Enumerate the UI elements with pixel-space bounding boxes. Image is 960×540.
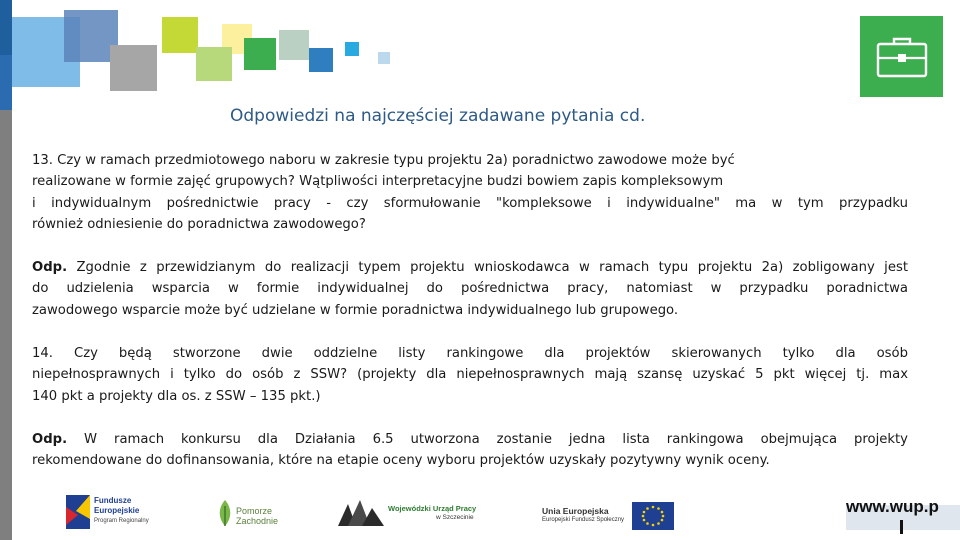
logo-text: Unia Europejska (542, 506, 609, 516)
logo-text: w Szczecinie (436, 514, 474, 521)
answer-13 (32, 257, 908, 321)
logo-text: Program Regionalny (94, 518, 149, 524)
logo-text: Europejskie (94, 506, 140, 515)
answer-13-line: Zgodnie z przewidzianym do realizacji typem projektu wnioskodawca w ramach typu projektu 2a) zobligowany jest (67, 260, 908, 275)
question-13-line: realizowane w formie zajęć grupowych? Wątpliwości interpretacyjne budzi bowiem zapis kompleksowym (32, 174, 724, 190)
wup-emblem-icon (338, 498, 384, 528)
wojewodzki-urzad-pracy-logo (338, 492, 488, 532)
briefcase-icon (876, 36, 928, 78)
fundusze-europejskie-logo (66, 492, 176, 532)
logo-text: Zachodnie (236, 516, 279, 526)
answer-label: Odp. (32, 260, 68, 275)
left-edge-stripe (0, 0, 12, 540)
website-link[interactable]: www.wup.p (846, 497, 939, 516)
question-13-line: i indywidualnym pośrednictwie pracy - czy sformułowanie "kompleksowe i indywidualne" ma w tym przypadku (32, 195, 908, 211)
answer-14-line: W ramach konkursu dla Działania 6.5 utworzona zostanie jedna lista rankingowa obejmująca projekty (67, 432, 908, 447)
answer-13-line: zawodowego wsparcie może być udzielane w formie poradnictwa indywidualnego lub grupowego. (32, 302, 679, 318)
answer-label: Odp. (32, 432, 68, 447)
logo-text: Pomorze (236, 506, 273, 516)
logo-text: Europejski Fundusz Społeczny (542, 517, 625, 523)
question-13-line: również odniesienie do poradnictwa zawodowego? (32, 216, 366, 232)
answer-14 (32, 429, 908, 472)
footer-logos (60, 492, 700, 532)
text-cursor (900, 520, 903, 534)
briefcase-badge (860, 16, 943, 97)
question-13-line: 13. Czy w ramach przedmiotowego naboru w zakresie typu projektu 2a) poradnictwo zawodowe może być (32, 153, 735, 168)
pomorze-zachodnie-logo (216, 492, 286, 532)
answer-13-line: do udzielenia wsparcia w formie indywidualnej do pośrednictwa pracy, natomiast w przypadku poradnictwa (32, 281, 908, 297)
leaf-icon (216, 498, 234, 528)
question-14-line: 140 pkt a projekty dla os. z SSW – 135 pkt.) (32, 388, 321, 404)
question-14-line: niepełnosprawnych i tylko do osób z SSW? (projekty dla niepełnosprawnych mają szansę uzyskać 5 pkt więcej tj. max (32, 367, 908, 383)
unia-europejska-logo (540, 492, 700, 532)
eu-flag-icon (632, 502, 674, 530)
logo-text: Wojewódzki Urząd Pracy (388, 504, 477, 513)
answer-14-line: rekomendowane do dofinansowania, które na etapie oceny wyboru projektów uzyskały pozytywny wynik oceny. (32, 453, 770, 469)
question-13 (32, 150, 908, 235)
question-14-line: 14. Czy będą stworzone dwie oddzielne listy rankingowe dla projektów skierowanych tylko dla osób (32, 346, 908, 361)
fe-flag-icon (66, 495, 90, 529)
page-title: Odpowiedzi na najczęściej zadawane pytania cd. (230, 106, 646, 126)
logo-text: Fundusze (94, 496, 132, 505)
question-14 (32, 343, 908, 407)
